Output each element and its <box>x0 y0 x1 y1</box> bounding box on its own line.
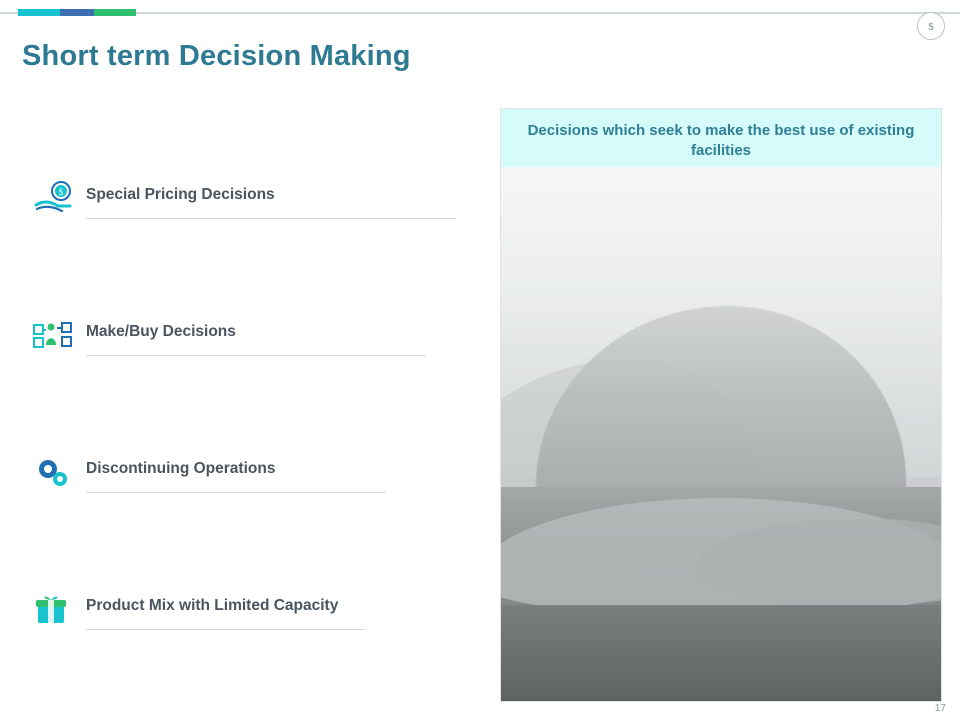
photo-haze <box>501 167 941 701</box>
list-item-label: Special Pricing Decisions <box>86 186 275 203</box>
list-item[interactable] <box>28 170 458 307</box>
accent-bar-green <box>94 9 136 16</box>
list-item-underline <box>86 629 366 630</box>
top-divider <box>0 12 960 14</box>
list-item[interactable] <box>28 444 458 581</box>
panel-caption: Decisions which seek to make the best use of existing facilities <box>501 109 941 175</box>
list-item-label: Product Mix with Limited Capacity <box>86 597 339 614</box>
list-item-underline <box>86 492 386 493</box>
mountain-road-photo <box>501 167 941 701</box>
accent-bar-teal <box>18 9 60 16</box>
list-item[interactable] <box>28 581 458 718</box>
page-number: 17 <box>934 703 946 714</box>
list-item[interactable] <box>28 307 458 444</box>
decision-list <box>28 170 458 718</box>
svg-text:$: $ <box>58 187 64 197</box>
gears-settings-icon <box>32 452 76 494</box>
list-item-label: Make/Buy Decisions <box>86 323 236 340</box>
people-process-icon <box>32 315 76 357</box>
list-item-label: Discontinuing Operations <box>86 460 276 477</box>
dollar-badge-icon <box>917 12 945 40</box>
list-item-underline <box>86 355 426 356</box>
accent-bar-blue <box>60 9 94 16</box>
page-title: Short term Decision Making <box>22 40 411 72</box>
list-item-underline <box>86 218 456 219</box>
hand-money-icon <box>32 178 76 220</box>
svg-text:$: $ <box>928 21 934 33</box>
gift-box-icon <box>32 589 76 631</box>
image-panel <box>500 108 942 702</box>
